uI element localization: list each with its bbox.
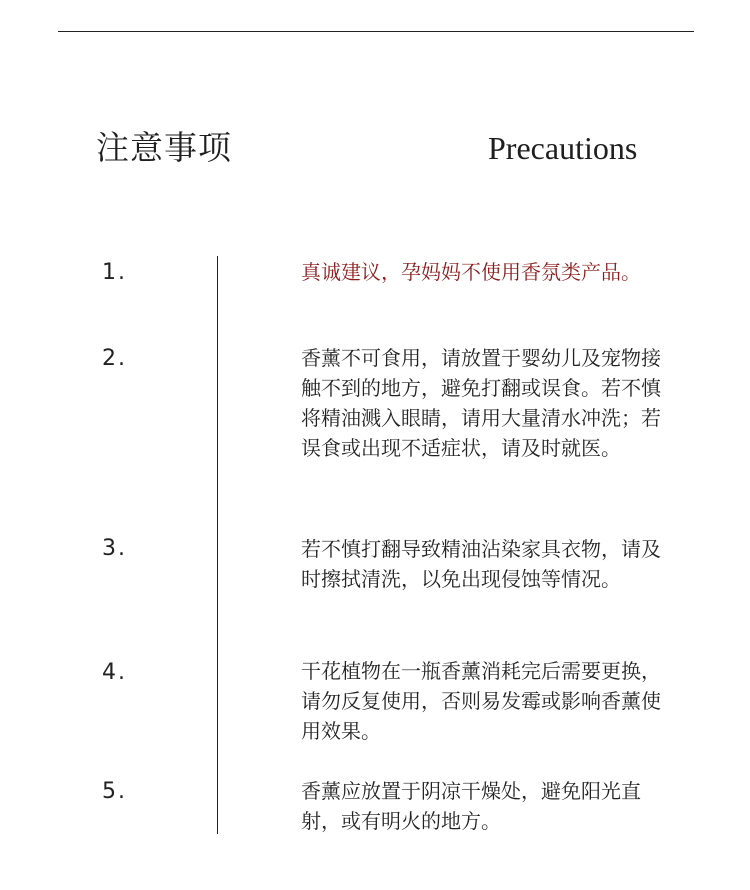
item-number-3: 3. — [102, 536, 127, 561]
page-title-english: Precautions — [488, 130, 638, 166]
page-title-chinese: 注意事项 — [96, 128, 232, 167]
item-text-4: 干花植物在一瓶香薰消耗完后需要更换，请勿反复使用，否则易发霉或影响香薰使用效果。 — [301, 659, 661, 743]
item-text-5: 香薰应放置于阴凉干燥处，避免阳光直射，或有明火的地方。 — [301, 779, 641, 833]
item-number-4: 4. — [102, 660, 127, 685]
item-number-5: 5. — [102, 779, 127, 804]
item-number-2: 2. — [102, 346, 127, 371]
item-number-1: 1. — [102, 260, 127, 285]
item-text-1: 真诚建议，孕妈妈不使用香氛类产品。 — [301, 260, 641, 284]
item-text-2: 香薰不可食用，请放置于婴幼儿及宠物接触不到的地方，避免打翻或误食。若不慎将精油溅入眼睛，请用大量清水冲洗；若误食或出现不适症状，请及时就医。 — [301, 346, 661, 460]
top-divider-line — [58, 31, 694, 32]
vertical-divider-line — [217, 256, 218, 834]
item-text-3: 若不慎打翻导致精油沾染家具衣物，请及时擦拭清洗，以免出现侵蚀等情况。 — [301, 537, 661, 591]
